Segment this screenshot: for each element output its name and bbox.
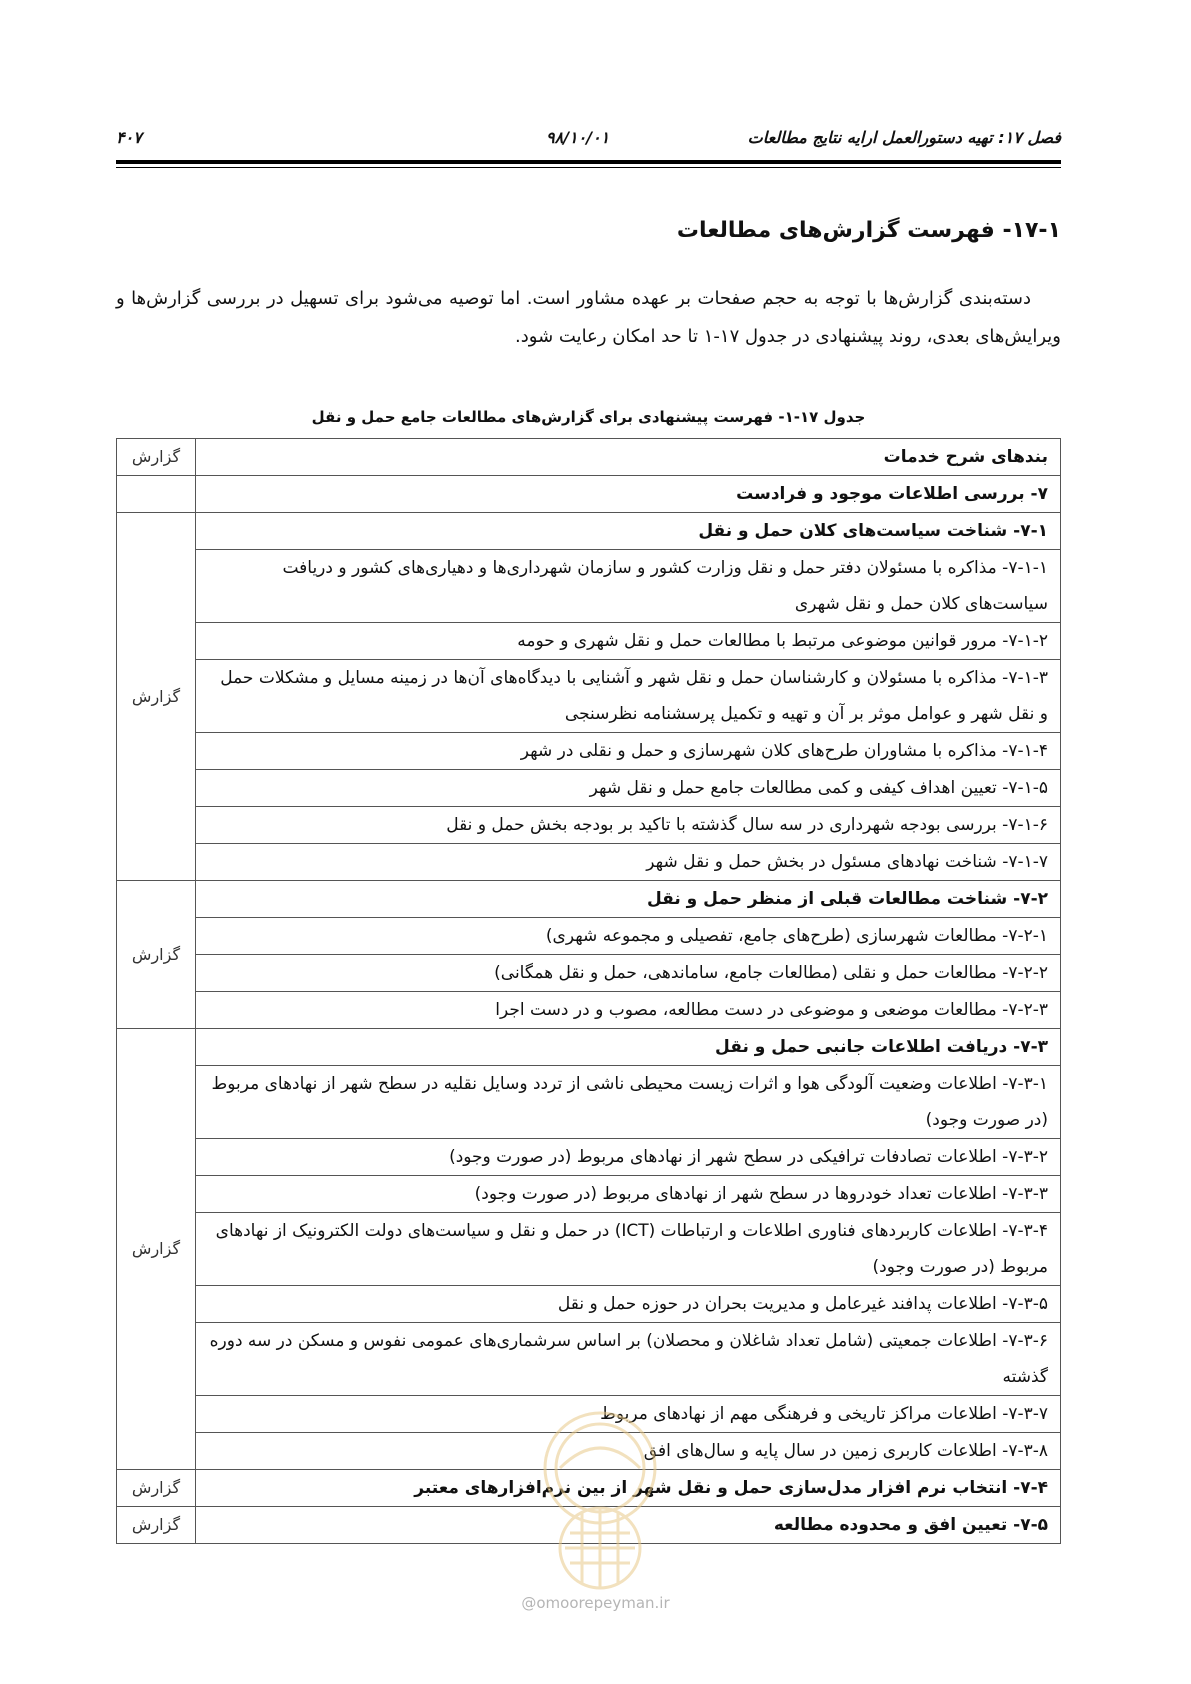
table-row bbox=[117, 550, 1061, 623]
header-rule-thick bbox=[116, 160, 1061, 164]
row-report: گزارش bbox=[117, 1029, 196, 1470]
table-row bbox=[117, 1323, 1061, 1396]
header-cell-desc: بندهای شرح خدمات bbox=[196, 439, 1061, 476]
row-desc: ۷-۱-۵- تعیین اهداف کیفی و کمی مطالعات جامع حمل و نقل شهر bbox=[196, 770, 1061, 807]
header-date: ۹۸/۱۰/۰۱ bbox=[546, 128, 610, 147]
table-row bbox=[117, 1029, 1061, 1066]
table-row bbox=[117, 844, 1061, 881]
row-desc: ۷-۳- دریافت اطلاعات جانبی حمل و نقل bbox=[196, 1029, 1061, 1066]
row-desc: ۷- بررسی اطلاعات موجود و فرادست bbox=[196, 476, 1061, 513]
row-report-empty bbox=[117, 476, 196, 513]
table-row bbox=[117, 1433, 1061, 1470]
row-desc: ۷-۳-۲- اطلاعات تصادفات ترافیکی در سطح شهر از نهادهای مربوط (در صورت وجود) bbox=[196, 1139, 1061, 1176]
row-desc: ۷-۲-۲- مطالعات حمل و نقلی (مطالعات جامع، ساماندهی، حمل و نقل همگانی) bbox=[196, 955, 1061, 992]
row-desc: ۷-۳-۵- اطلاعات پدافند غیرعامل و مدیریت بحران در حوزه حمل و نقل bbox=[196, 1286, 1061, 1323]
row-desc: ۷-۱-۳- مذاکره با مسئولان و کارشناسان حمل و نقل شهر و آشنایی با دیدگاه‌های آن‌ها در زمینه مسایل و مشکلات حمل و نقل شهر و عوامل موثر بر آن و تهیه و تکمیل پرسشنامه نظرسنجی bbox=[196, 660, 1061, 733]
row-desc: ۷-۳-۳- اطلاعات تعداد خودروها در سطح شهر از نهادهای مربوط (در صورت وجود) bbox=[196, 1176, 1061, 1213]
page-header bbox=[116, 128, 1061, 152]
table-row bbox=[117, 992, 1061, 1029]
table-row bbox=[117, 955, 1061, 992]
table-row bbox=[117, 513, 1061, 550]
table-row bbox=[117, 881, 1061, 918]
row-report: گزارش bbox=[117, 1470, 196, 1507]
row-desc: ۷-۱-۴- مذاکره با مشاوران طرح‌های کلان شهرسازی و حمل و نقلی در شهر bbox=[196, 733, 1061, 770]
table-row bbox=[117, 660, 1061, 733]
table-row bbox=[117, 1396, 1061, 1433]
row-desc: ۷-۳-۱- اطلاعات وضعیت آلودگی هوا و اثرات زیست محیطی ناشی از تردد وسایل نقلیه در سطح شهر از نهادهای مربوط (در صورت وجود) bbox=[196, 1066, 1061, 1139]
row-desc: ۷-۱-۱- مذاکره با مسئولان دفتر حمل و نقل وزارت کشور و سازمان شهرداری‌ها و دهیاری‌های کشور و دریافت سیاست‌های کلان حمل و نقل شهری bbox=[196, 550, 1061, 623]
row-desc: ۷-۳-۷- اطلاعات مراکز تاریخی و فرهنگی مهم از نهادهای مربوط bbox=[196, 1396, 1061, 1433]
table-row bbox=[117, 1286, 1061, 1323]
row-report: گزارش bbox=[117, 513, 196, 881]
row-desc: ۷-۳-۶- اطلاعات جمعیتی (شامل تعداد شاغلان و محصلان) بر اساس سرشماری‌های عمومی نفوس و مسکن در سه دوره گذشته bbox=[196, 1323, 1061, 1396]
header-rule-thin bbox=[116, 167, 1061, 168]
table-row bbox=[117, 733, 1061, 770]
table-row bbox=[117, 1066, 1061, 1139]
row-desc: ۷-۱- شناخت سیاست‌های کلان حمل و نقل bbox=[196, 513, 1061, 550]
row-desc: ۷-۲-۳- مطالعات موضعی و موضوعی در دست مطالعه، مصوب و در دست اجرا bbox=[196, 992, 1061, 1029]
row-desc: ۷-۴- انتخاب نرم افزار مدل‌سازی حمل و نقل شهر از بین نرم‌افزارهای معتبر bbox=[196, 1470, 1061, 1507]
table-row bbox=[117, 1507, 1061, 1544]
row-desc: ۷-۲- شناخت مطالعات قبلی از منظر حمل و نقل bbox=[196, 881, 1061, 918]
row-desc: ۷-۵- تعیین افق و محدوده مطالعه bbox=[196, 1507, 1061, 1544]
table-row bbox=[117, 1176, 1061, 1213]
page-number: ۴۰۷ bbox=[116, 128, 142, 147]
row-report: گزارش bbox=[117, 1507, 196, 1544]
table-header-row bbox=[117, 439, 1061, 476]
intro-paragraph: دسته‌بندی گزارش‌ها با توجه به حجم صفحات بر عهده مشاور است. اما توصیه می‌شود برای تسهیل در بررسی گزارش‌ها و ویرایش‌های بعدی، روند پیشنهادی در جدول ۱۷-۱ تا حد امکان رعایت شود. bbox=[116, 288, 1061, 347]
table-row bbox=[117, 1139, 1061, 1176]
header-cell-report: گزارش bbox=[117, 439, 196, 476]
table-row bbox=[117, 770, 1061, 807]
row-desc: ۷-۲-۱- مطالعات شهرسازی (طرح‌های جامع، تفصیلی و مجموعه شهری) bbox=[196, 918, 1061, 955]
table-row bbox=[117, 918, 1061, 955]
watermark-url: @omoorepeyman.ir bbox=[521, 1594, 670, 1612]
section-title: ۱۷-۱- فهرست گزارش‌های مطالعات bbox=[676, 218, 1061, 243]
report-table bbox=[116, 438, 1061, 1544]
table-row bbox=[117, 1470, 1061, 1507]
row-desc: ۷-۱-۲- مرور قوانین موضوعی مرتبط با مطالعات حمل و نقل شهری و حومه bbox=[196, 623, 1061, 660]
row-desc: ۷-۱-۷- شناخت نهادهای مسئول در بخش حمل و نقل شهر bbox=[196, 844, 1061, 881]
row-desc: ۷-۳-۴- اطلاعات کاربردهای فناوری اطلاعات و ارتباطات (ICT) در حمل و نقل و سیاست‌های دولت الکترونیک از نهادهای مربوط (در صورت وجود) bbox=[196, 1213, 1061, 1286]
row-desc: ۷-۳-۸- اطلاعات کاربری زمین در سال پایه و سال‌های افق bbox=[196, 1433, 1061, 1470]
row-desc: ۷-۱-۶- بررسی بودجه شهرداری در سه سال گذشته با تاکید بر بودجه بخش حمل و نقل bbox=[196, 807, 1061, 844]
table-row bbox=[117, 623, 1061, 660]
table-row bbox=[117, 807, 1061, 844]
chapter-title: فصل ۱۷: تهیه دستورالعمل ارایه نتایج مطالعات bbox=[747, 128, 1061, 147]
table-caption: جدول ۱۷-۱- فهرست پیشنهادی برای گزارش‌های مطالعات جامع حمل و نقل bbox=[311, 408, 866, 426]
table-row bbox=[117, 1213, 1061, 1286]
row-report: گزارش bbox=[117, 881, 196, 1029]
table-row bbox=[117, 476, 1061, 513]
